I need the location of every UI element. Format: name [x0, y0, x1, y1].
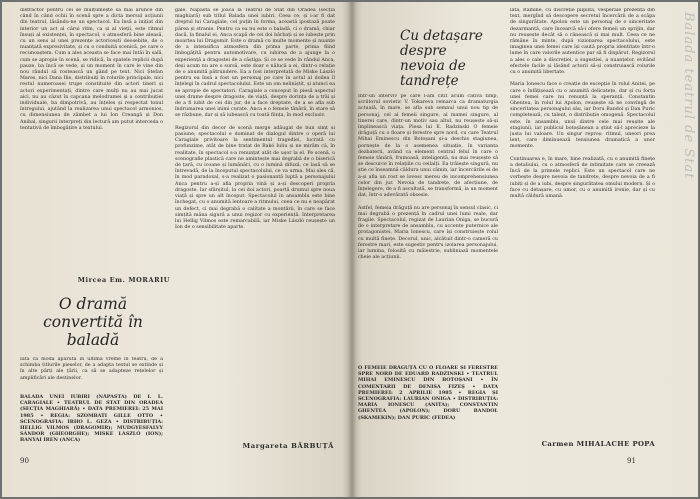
left-column-1-text: distractor pentru cei se mulțumește să mai arunce din când în când ochii în scenă spre a dicta mersul acțiunii din teatrul, lăsându-ne un spectacol. Ea însă a inițiat din interior un act al cărui ritm, ca și al vieții, este ritmul însuși al existenței, în spectacol, o atmosferă bine aleasă, cu un sens al unei prezențe actoricești deosebite, de o nuanțată expresivitate, și cu o conduită scenică, pe care o recunoaștem. Cum a ales aceasta se face mai întâi în sală, cum se apropie în scenă, se ridică, în spatele replicii după pauze, ba încă se vede, și un moment în care le vine din nou rândul să rostească un gând pe text. Nici Ștefan Mares, nici Dana Ilie, distribuiți în rolurile principale, nici restul numeroasei trupe constituite din actori tineri și actori experimentați, dintre care mulți nu au mai jucat aici, nu au căzut în capcana melodramei și a contribuției individuale, ba dimpotrivă, au înțeles și respectat tonul întregului, ajutând la realizarea unui spectacol armonios, cu dimensiunea de zâmbet a lui Ion Creangă și Don Anibal, singurii interpreți din lectură am putut interceda o tentativă de îmbogățire a textului. — [20, 8, 163, 131]
left-column-2-text: gale, Năpasta se joacă la Teatrul de Stat din Oradea (secția maghiară) sub titlul Balada unei iubiri. Ceea ce, și i-ar fi dat dreptul lui Caragiale, cel puțin în forma, această ipostază poate părea și stranie. Pentru ca ea nu este o baladă, ci o dramă, chiar dacă, la finalul ei, Anca scapă de cei doi bărbați și se iubește prin moartea lui Dragomir. Este o dramă cu multe momente și nuanțe de a intensifica atmosfera din prima parte, prima fiind îmbogățită pentru automotivare, cu iubirea de a ajunge la o experiență a dragostei de a câștiga. Și ce se vede în rândul Anca, deși acum nu are o sursă, este doar o nălucă a ei, dintr-o relație de o anumită pătrundere. Ea a fost interpretată de Miske László pentru ea însă a fost un personaj pe care în actul al doilea îl înțelegi în cadrul spectacolului. Este un om neliniștit, și atunci ea se apropie de spectatori. Caragiale a conceput în piesă aspectul unei drame despre dragoste, de viață, despre dorința de a trăi și de a fi iubit de cei din jur, de a face dreptate, de a se afla sub îndrumarea unei inimi curate. Anca e o femeie tânără, în stare să se răzbune, dar și să iubească cu toată ființa, în mod exclusiv. Regizorul din decor de scenă merge adăugat de bun simț și pasiune; spectacolul e dominat de dialogul dintre o operă lui Caragiale privitoare la sentimentul tragediei, lucrată cu profunzime, atât de bine tratat de Bakó Iuliu și ne mirăm că, în realitate, în spectacol s-a renunțat atât de ușor la el. Pe scenă, o scenografie plastică care ne amintește mai degrabă de o biserică de țară, cu icoane și lumânări, cu o lumină difuză, ce lasă să se întrevadă, de la începutul spectacolului, ce va urma. Mai ales că, în mod paradoxal, s-a realizat o pasionantă luptă a personajului Anca pentru a-și afla propria vină și a-și descoperi propria dragoste. Iar sfârșitul, la cei doi actori, poartă drumul spre noua viață și spre un alt început. Spectacolul în ansamblu este bine închegat, cu o anumită lentoare a ritmului, ceea ce nu e neapărat un defect, ci mai degrabă o calitate a montării, în care se face simțită mâna sigură a unui regizor cu experiență. Interpretarea lui Hellig Vilmos este remarcabilă, iar Miske László reușește un Ion de o sensibilitate aparte. — [175, 8, 335, 231]
right-column-2-text: lată, Râmîne, cu discreție pîlpîită, vesperale prezență din text, mergînd să descopere secretul încercării de a scăpa de singurătate. Apolon este un personaj de o sinceritate dezarmantă, care încearcă să-i ofere femeii un sprijin, dar nu reușește decât să o rănească și mai mult. Ceea ce ne rămâne în minte, după vizionarea spectacolului, este imaginea unei femei care își caută propria identitate într-o lume în care valorile autentice par să fi dispărut. Regizorul a ales o cale a discreției, a sugestiei, a nuanțelor, evitând efectele facile și lăsând actorii să-și construiască rolurile cu o anumită libertate. Maria Ionescu face o creație de excepție în rolul Anitei, pe care o înfățișează cu o anumită delicatețe, dar și cu forța unei femei care nu renunță la speranță. Constantin Ghentea, în rolul lui Apolon, reușește să ne convingă de sinceritatea personajului său, iar Doru Bandol și Dan Puric completează, cu talent, o distribuție omogenă. Spectacolul este, în ansamblu, unul dintre cele mai reușite ale stagiunii, iar publicul botoșănean a știut să-l aprecieze la justa lui valoare. Un singur reproș: ritmul, uneori prea lent, care diminuează tensiunea dramatică a unor momente. Continuarea e, în mare, bine realizată, cu o anumită finețe a detaliului, cu o atmosferă de intimitate care se creează încă de la primele replici. Este un spectacol care ne vorbește despre nevoia de tandrețe, despre nevoia de a fi iubiți și de a iubi, despre singurătatea omului modern. Și o face cu detașare, cu umor, cu o anumită ironie, dar și cu multă căldură umană. — [510, 8, 655, 200]
review-title: O dramă convertită în baladă — [43, 295, 143, 349]
magazine-spread — [2, 2, 698, 497]
left-signature-2: Margareta BĂRBUȚĂ — [242, 442, 334, 450]
right-column-1-text: Într-un interviv pe care l-am citit acum câțiva timp, scriitorul sovietic V. Tokareva remarca ca dramaturgia actuală, în mare, se afla sub semnul unui nou tip de personaj, cel al femeii singure, al mamei singure, al tinerei care, dintr-un motiv sau altul, nu reușește să-și împlinească viața. Piesa lui E. Radzinski O femeie drăguță cu o floare și ferestre spre nord, cu care Teatrul Mihai Eminescu din Botoșani și-a deschis stagiunea, pornește de la o asemenea situație, în varianta dezbaterii, având ca element central felul în care o femeie tânără, frumoasă, inteligentă, nu mai reușește să se descurce în relațiile cu ceilalți. Ea trăiește singură, nu știe ce înseamnă căldura unui cămin, iar încercările ei de a-și afla un rost se lovesc mereu de incomprehensiunea celor din jur. Nevoia de tandrețe, de afecțiune, de înțelegere, de a fi ascultată, se transformă, la un moment dat, într-o adevărată obsesie. Astfel, femeia drăguță nu are personaj în sensul clasic, ci mai degrabă o prezență în cadrul unei lumi reale, dar fragile. Spectacolul, regizat de Laurian Oniga, se bucură de o interpretare de ansamblu, cu accente puternice ale protagonistei, Maria Ionescu, care își construiește rolul cu multă finețe. Decorul, unic, alcătuit dintr-o cameră cu ferestre mari, este sugestiv pentru izolarea personajului, iar lumina, folosită cu măiestrie, subliniază momentele cheie ale acțiunii. — [358, 94, 498, 261]
left-page-number: 90 — [20, 457, 29, 465]
page-spine — [347, 2, 357, 497]
left-signature-1: Mircea Em. MORARIU — [77, 276, 170, 284]
article-title: Cu detașare despre nevoia de tandrețe — [400, 28, 483, 89]
right-signature: Carmen MIHALACHE POPA — [541, 440, 655, 448]
right-page-number: 91 — [627, 457, 636, 465]
article-credits: O FEMEIE DRĂGUȚĂ CU O FLOARE ȘI FERESTRE SPRE NORD DE EDUARD RADZINSKI • TEATRUL MIHAI EMINESCU DIN BOTOȘANI • ÎN COMENTARII DE DENISA FIZEȘ • DATA PREMIEREI: 2 APRILIE 1985 • REGIA ȘI SCENOGRAFIA: LAURIAN ONIGA • DISTRIBUȚIA: MARIA IONESCU (ANITA); CONSTANTIN GHENTEA (APOLON); DORU BANDOL (SKAMEKIN); DAN PURIC (FEDEA) — [358, 365, 498, 421]
show-through-text: Balada teatrul de Stat — [681, 12, 696, 180]
review-intro-text: Iată că moda aparută în ultima vreme în teatru, de a schimba titlurile pieselor, de a adapta textul se extinde și în alte părți ale țării, ca să se adapteze rețelelor și amplificări ale destinelor. — [20, 357, 163, 381]
review-credits: BALADA UNEI IUBIRI (NĂPASTA) DE I. L. CARAGIALE • TEATRUL DE STAT DIN ORADEA (SECȚIA MAGHIARĂ) • DATA PREMIEREI: 25 MAI 1985 • REGIA: SZOMBATI GILLE OTTO • SCENOGRAFIA: IRHO L. GEZA • DISTRIBUȚIA: HELLIG VILMOS (DRAGOMIR); MUDGYESFALVY SÁNDOR (GHEORGHE); MISKE LÁSZLÓ (ION); BANYAI IREN (ANCA) — [20, 394, 163, 444]
